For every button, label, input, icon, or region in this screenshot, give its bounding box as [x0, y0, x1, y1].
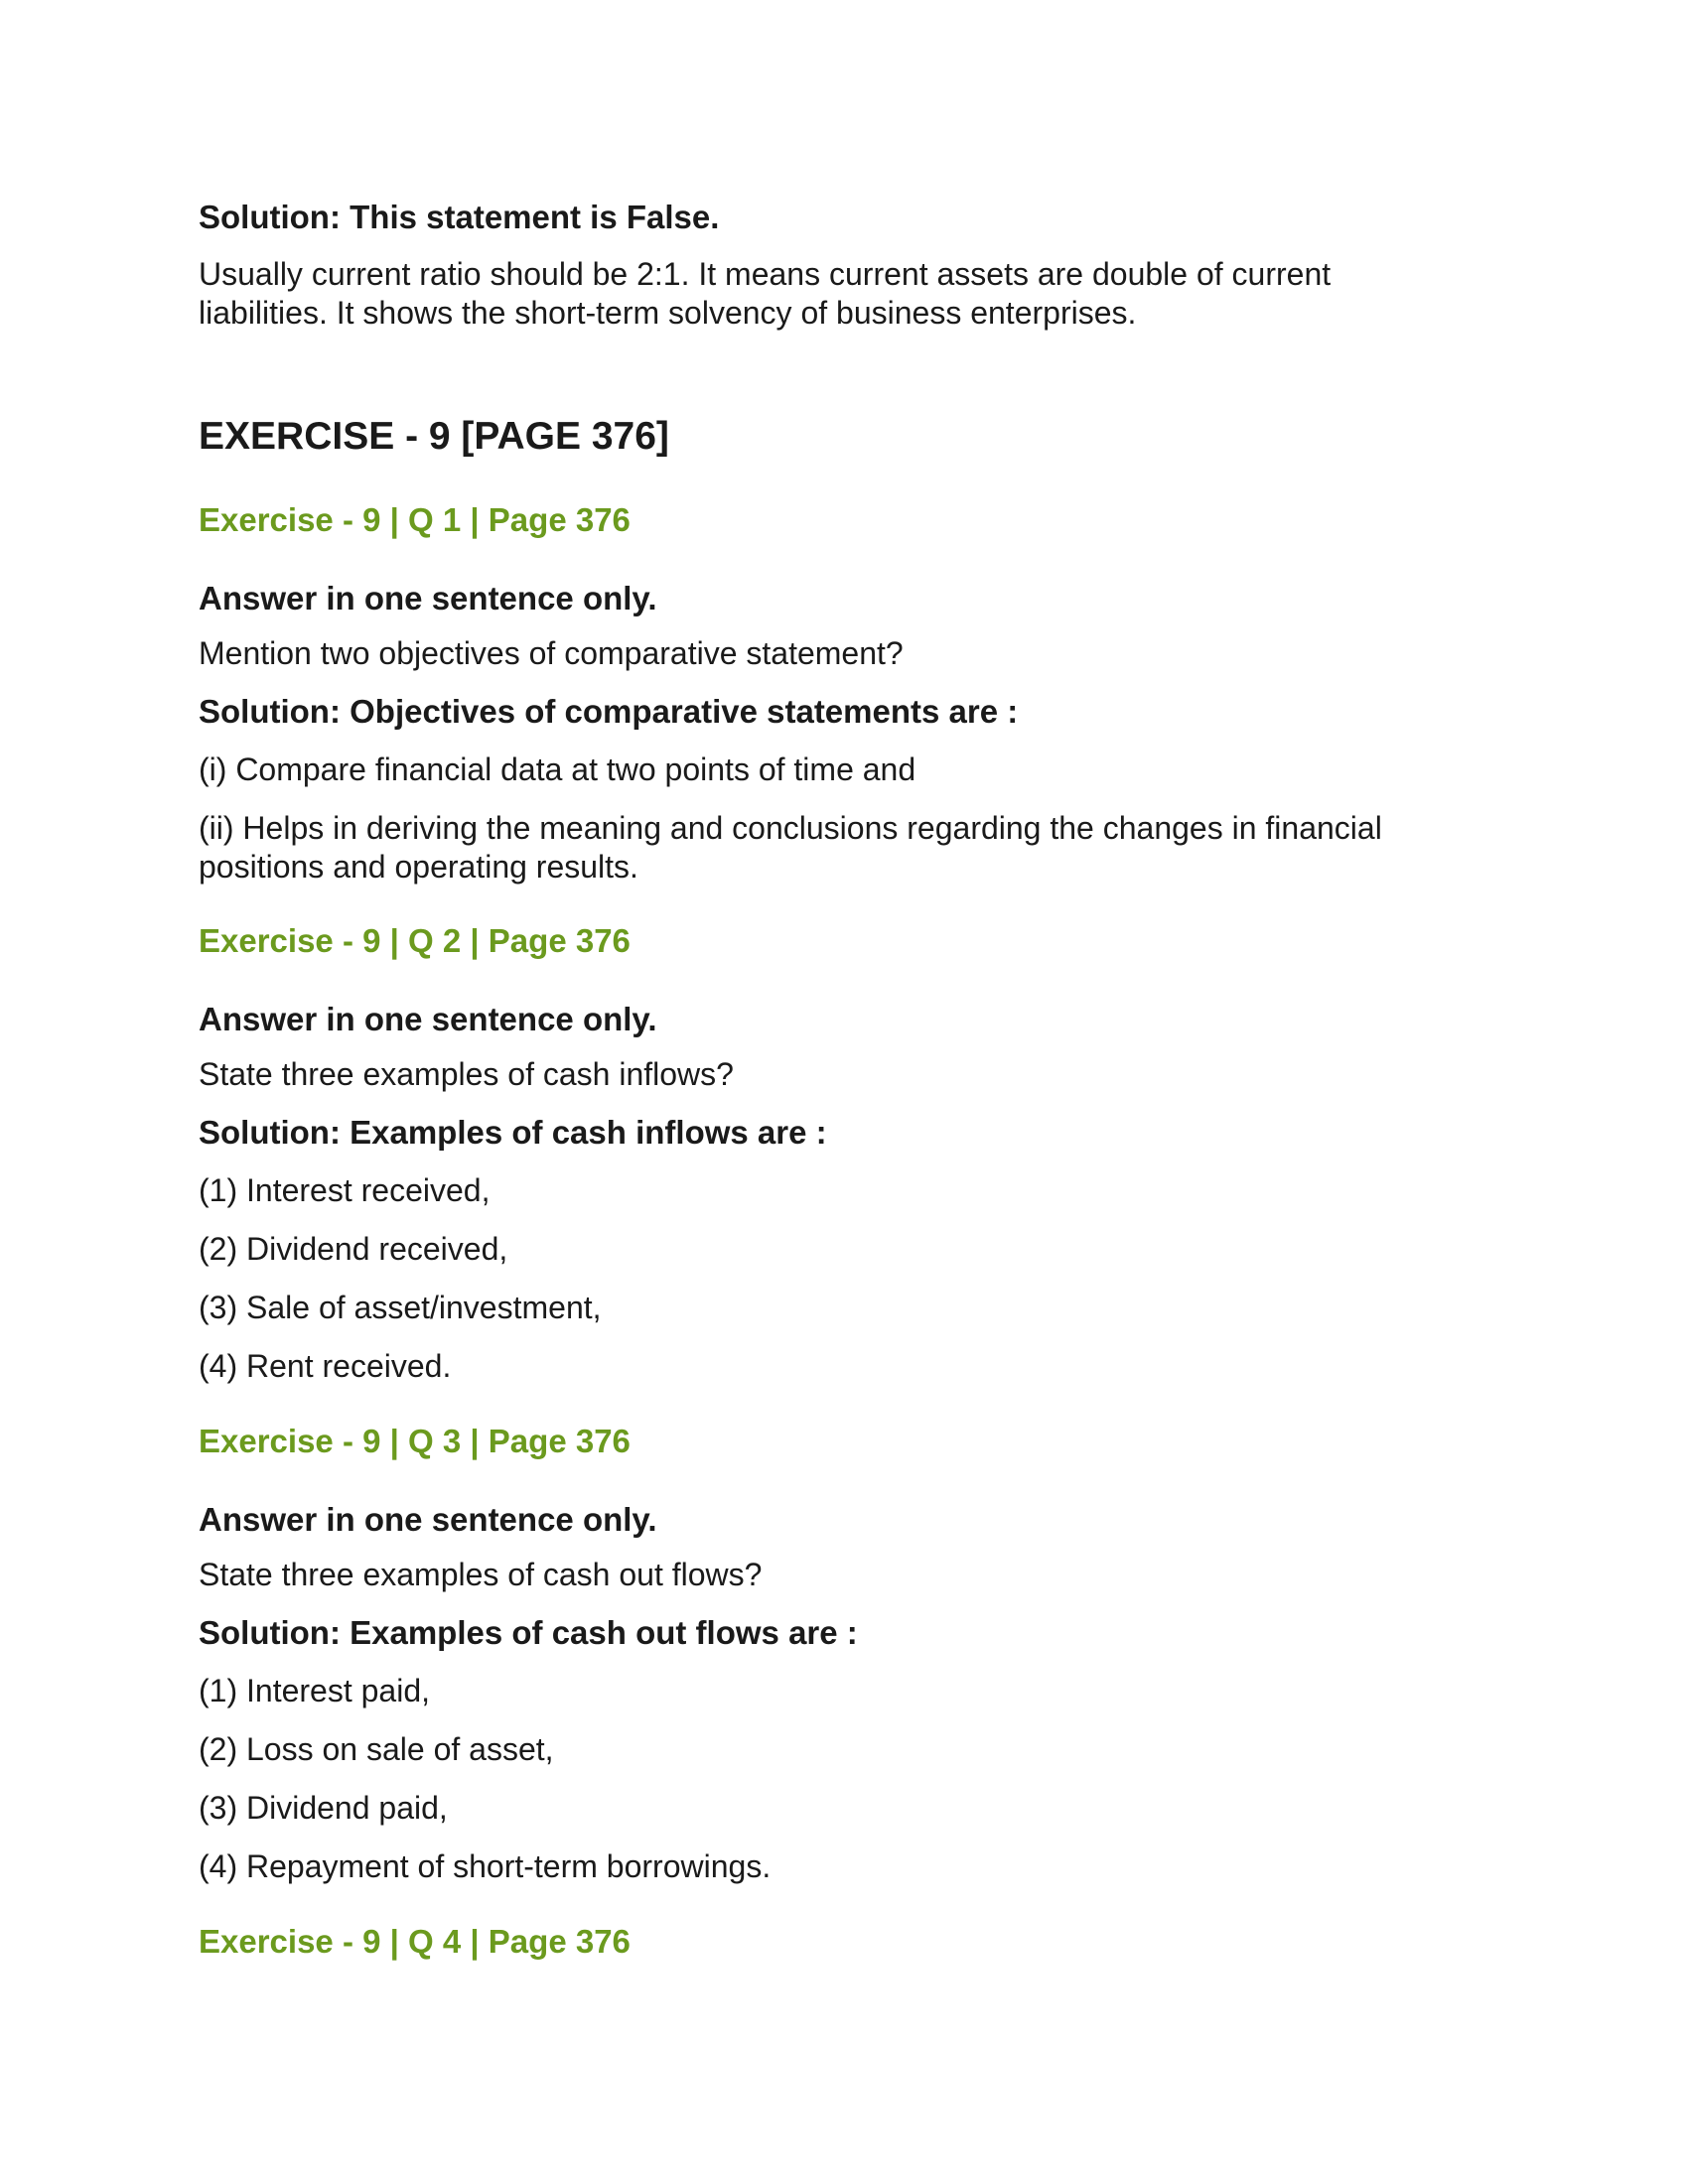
q2-item-4: (4) Rent received.: [199, 1348, 452, 1384]
q3-solution-heading: Solution: Examples of cash out flows are :: [199, 1614, 858, 1651]
q1-item-2: (ii) Helps in deriving the meaning and conclusions regarding the changes in financial: [199, 810, 1382, 846]
solution-text-line-1: Usually current ratio should be 2:1. It means current assets are double of current: [199, 256, 1332, 292]
q2-question: State three examples of cash inflows?: [199, 1056, 734, 1092]
q3-item-4: (4) Repayment of short-term borrowings.: [199, 1848, 772, 1884]
exercise-link-q3[interactable]: Exercise - 9 | Q 3 | Page 376: [199, 1423, 631, 1459]
q1-item-2-continued: positions and operating results.: [199, 849, 638, 885]
q2-solution-heading: Solution: Examples of cash inflows are :: [199, 1114, 827, 1151]
q1-question: Mention two objectives of comparative statement?: [199, 635, 904, 671]
q1-item-1: (i) Compare financial data at two points of time and: [199, 751, 916, 787]
q2-item-2: (2) Dividend received,: [199, 1231, 508, 1267]
q1-solution-heading: Solution: Objectives of comparative statements are :: [199, 693, 1019, 730]
exercise-link-q2[interactable]: Exercise - 9 | Q 2 | Page 376: [199, 922, 631, 959]
section-heading: EXERCISE - 9 [PAGE 376]: [199, 415, 669, 458]
solution-text-line-2: liabilities. It shows the short-term solvency of business enterprises.: [199, 295, 1137, 331]
exercise-link-q1[interactable]: Exercise - 9 | Q 1 | Page 376: [199, 501, 631, 538]
q3-question: State three examples of cash out flows?: [199, 1557, 763, 1592]
q3-item-3: (3) Dividend paid,: [199, 1790, 448, 1826]
solution-heading: Solution: This statement is False.: [199, 199, 720, 235]
q3-instruction: Answer in one sentence only.: [199, 1501, 657, 1538]
q2-item-3: (3) Sale of asset/investment,: [199, 1290, 602, 1325]
q2-instruction: Answer in one sentence only.: [199, 1001, 657, 1037]
q3-item-1: (1) Interest paid,: [199, 1673, 430, 1708]
q2-item-1: (1) Interest received,: [199, 1172, 491, 1208]
q1-instruction: Answer in one sentence only.: [199, 580, 657, 616]
q3-item-2: (2) Loss on sale of asset,: [199, 1731, 554, 1767]
exercise-link-q4[interactable]: Exercise - 9 | Q 4 | Page 376: [199, 1923, 631, 1960]
